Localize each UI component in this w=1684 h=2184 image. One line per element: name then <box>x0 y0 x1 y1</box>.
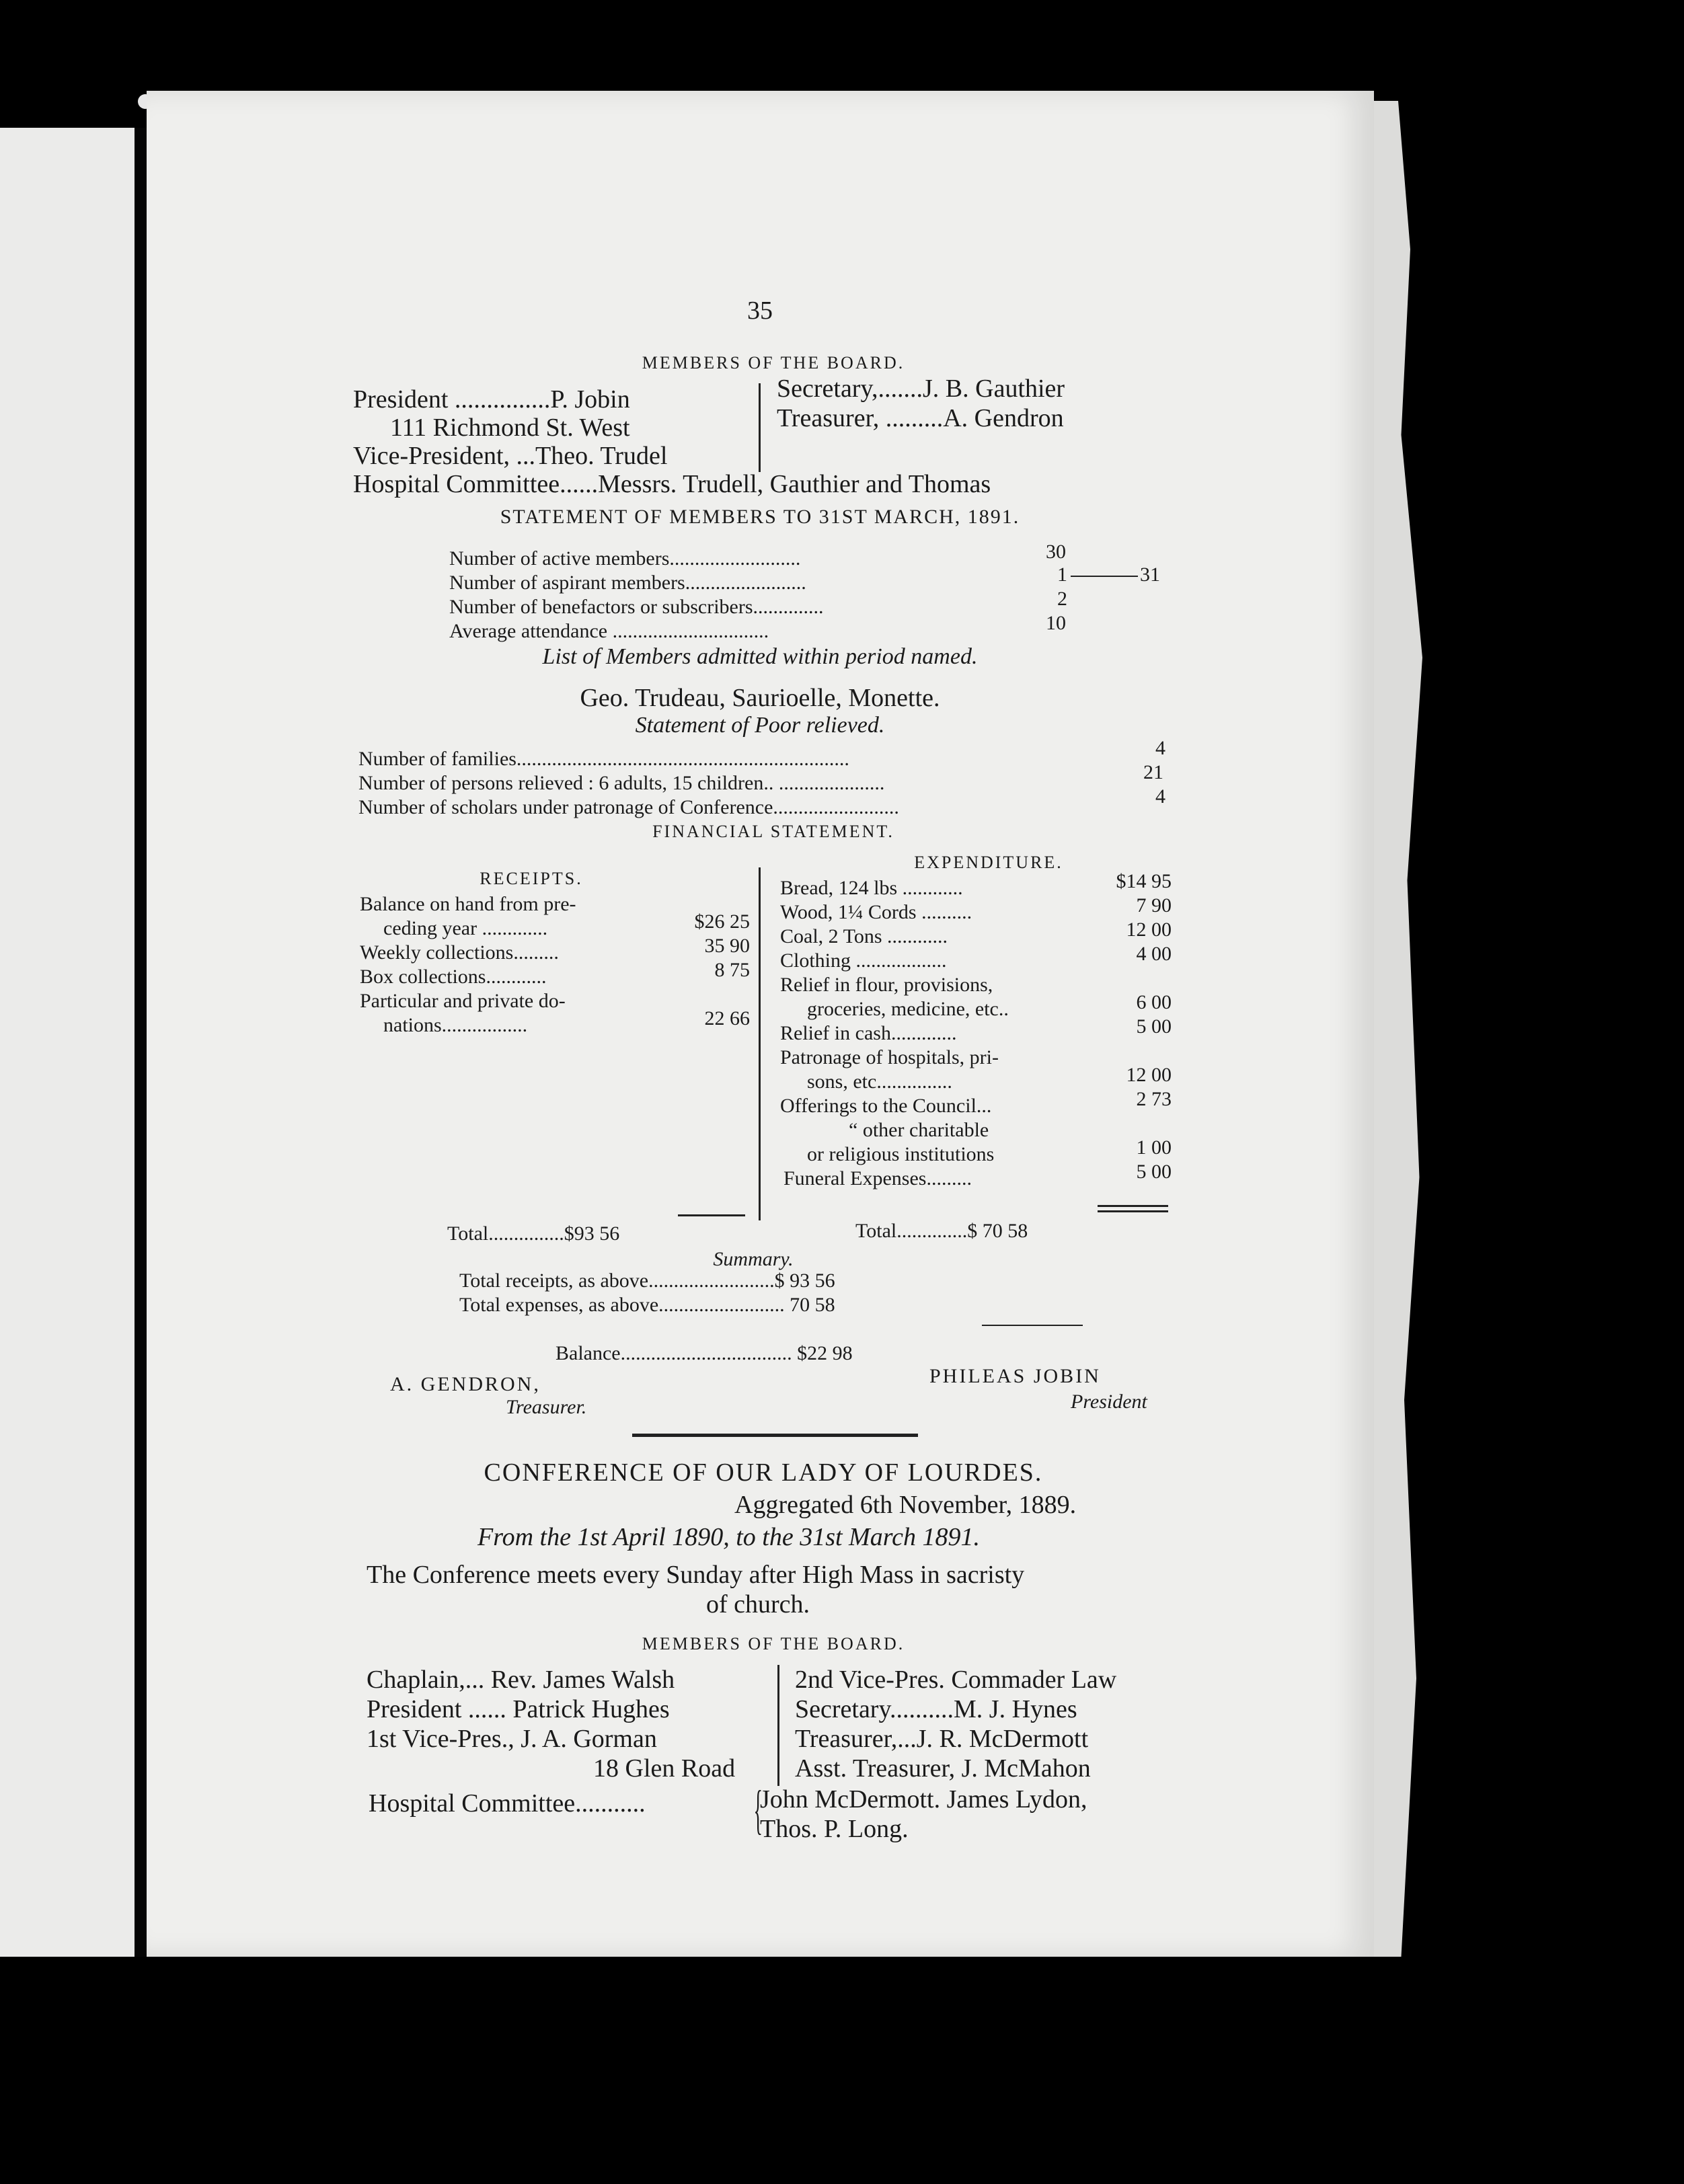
receipt-label: nations................. <box>383 1014 528 1036</box>
lourdes-secretary: Secretary..........M. J. Hynes <box>795 1695 1077 1723</box>
members-sum-line <box>1071 576 1138 577</box>
receipt-value: 8 75 <box>714 959 750 981</box>
receipts-total-rule <box>678 1214 745 1216</box>
receipt-label: Box collections............ <box>360 966 547 988</box>
board-hospital-committee: Hospital Committee......Messrs. Trudell, Gauthier and Thomas <box>353 470 991 498</box>
poor-heading: Statement of Poor relieved. <box>635 713 885 738</box>
receipt-label: ceding year ............. <box>383 917 548 939</box>
poor-row-persons: Number of persons relieved : 6 adults, 15 children.. ..................... <box>358 772 885 794</box>
expenditure-label: Wood, 1¼ Cords .......... <box>780 901 972 923</box>
expenditure-total-rule <box>1098 1205 1168 1207</box>
members-statement-heading: STATEMENT OF MEMBERS TO 31ST MARCH, 1891. <box>500 506 1020 528</box>
lourdes-chaplain: Chaplain,... Rev. James Walsh <box>367 1666 675 1694</box>
summary-receipts: Total receipts, as above.........................$ 93 56 <box>459 1270 835 1292</box>
expenditure-label: sons, etc............... <box>807 1070 952 1093</box>
receipt-value: $26 25 <box>694 910 750 933</box>
expenditure-heading: EXPENDITURE. <box>914 853 1063 872</box>
lourdes-board-divider <box>777 1665 779 1786</box>
members-admitted-names: Geo. Trudeau, Saurioelle, Monette. <box>580 684 940 712</box>
summary-heading: Summary. <box>713 1248 794 1270</box>
expenditure-value: 1 00 <box>1136 1136 1172 1159</box>
lourdes-treasurer: Treasurer,...J. R. McDermott <box>795 1725 1089 1753</box>
expenditure-value: 5 00 <box>1136 1161 1172 1183</box>
poor-row-families: Number of families.................................................................. <box>358 748 849 770</box>
board-vice-president: Vice-President, ...Theo. Trudel <box>353 442 668 470</box>
expenditure-label: groceries, medicine, etc.. <box>807 998 1009 1020</box>
lourdes-assistant-treasurer: Asst. Treasurer, J. McMahon <box>795 1754 1091 1783</box>
receipt-value: 35 90 <box>704 935 750 957</box>
lourdes-first-vice-president: 1st Vice-Pres., J. A. Gorman <box>367 1725 657 1753</box>
expenditure-total-rule-double <box>1098 1210 1168 1212</box>
poor-value-persons: 21 <box>1143 761 1163 783</box>
page-number: 35 <box>747 297 773 325</box>
treasurer-signature: A. GENDRON, <box>390 1373 541 1395</box>
expenditure-label: Clothing .................. <box>780 949 947 972</box>
expenditure-total: Total..............$ 70 58 <box>855 1220 1028 1242</box>
summary-expenses: Total expenses, as above......................... 70 58 <box>459 1294 835 1316</box>
lourdes-meets-line2: of church. <box>706 1590 810 1618</box>
president-signature: PHILEAS JOBIN <box>929 1365 1101 1387</box>
lourdes-hospital-line1: John McDermott. James Lydon, <box>760 1785 1087 1814</box>
expenditure-value: 7 90 <box>1136 894 1172 916</box>
receipts-heading: RECEIPTS. <box>480 869 583 888</box>
expenditure-value: 12 00 <box>1126 919 1172 941</box>
page-edge <box>1374 101 1434 1957</box>
lourdes-period: From the 1st April 1890, to the 31st March 1891. <box>477 1523 980 1551</box>
expenditure-label: Patronage of hospitals, pri- <box>780 1046 999 1068</box>
expenditure-label: Coal, 2 Tons ............ <box>780 925 948 947</box>
expenditure-value: 6 00 <box>1136 991 1172 1013</box>
president-title: President <box>1071 1391 1147 1413</box>
receipt-label: Particular and private do- <box>360 990 566 1012</box>
expenditure-label: or religious institutions <box>807 1143 995 1165</box>
expenditure-label: Relief in flour, provisions, <box>780 974 993 996</box>
poor-value-families: 4 <box>1155 737 1165 759</box>
receipt-label: Balance on hand from pre- <box>360 893 576 915</box>
receipts-total: Total...............$93 56 <box>447 1222 620 1245</box>
summary-balance: Balance.................................. $22 98 <box>556 1342 853 1364</box>
lourdes-aggregated: Aggregated 6th November, 1889. <box>734 1491 1077 1519</box>
members-sum: 31 <box>1140 563 1160 586</box>
lourdes-hospital-label: Hospital Committee........... <box>369 1789 646 1818</box>
financial-divider <box>759 867 761 1220</box>
financial-heading: FINANCIAL STATEMENT. <box>652 822 894 841</box>
expenditure-value: $14 95 <box>1116 870 1172 892</box>
members-row-active: Number of active members.......................... <box>449 547 801 570</box>
members-row-benefactors: Number of benefactors or subscribers.............. <box>449 596 824 618</box>
lourdes-address: 18 Glen Road <box>593 1754 736 1783</box>
receipt-value: 22 66 <box>704 1007 750 1029</box>
board-divider <box>759 383 761 472</box>
section-divider <box>632 1434 918 1437</box>
board-president: President ...............P. Jobin <box>353 385 630 414</box>
members-value-attendance: 10 <box>1046 612 1066 634</box>
lourdes-hospital-line2: Thos. P. Long. <box>760 1815 909 1843</box>
expenditure-label: Funeral Expenses......... <box>783 1167 972 1190</box>
members-value-aspirant: 1 <box>1057 563 1067 586</box>
expenditure-label: Relief in cash............. <box>780 1022 957 1044</box>
members-value-active: 30 <box>1046 541 1066 563</box>
treasurer-title: Treasurer. <box>506 1396 587 1418</box>
expenditure-value: 4 00 <box>1136 943 1172 965</box>
book-spine <box>135 128 147 1957</box>
board-heading: MEMBERS OF THE BOARD. <box>642 353 905 373</box>
board-address: 111 Richmond St. West <box>390 414 630 442</box>
expenditure-value: 5 00 <box>1136 1015 1172 1038</box>
poor-row-scholars: Number of scholars under patronage of Conference......................... <box>358 796 899 818</box>
members-value-benefactors: 2 <box>1057 588 1067 610</box>
poor-value-scholars: 4 <box>1155 785 1165 808</box>
lourdes-president: President ...... Patrick Hughes <box>367 1695 670 1723</box>
lourdes-hospital-brace: { <box>753 1781 763 1840</box>
members-row-aspirant: Number of aspirant members........................ <box>449 572 806 594</box>
lourdes-second-vice-president: 2nd Vice-Pres. Commader Law <box>795 1666 1117 1694</box>
members-row-attendance: Average attendance ............................... <box>449 620 769 642</box>
members-list-heading: List of Members admitted within period named. <box>542 644 978 669</box>
expenditure-label: Bread, 124 lbs ............ <box>780 877 963 899</box>
expenditure-value: 12 00 <box>1126 1064 1172 1086</box>
lourdes-meets-line1: The Conference meets every Sunday after High Mass in sacristy <box>367 1561 1025 1589</box>
expenditure-value: 2 73 <box>1136 1088 1172 1110</box>
board-secretary: Secretary,.......J. B. Gauthier <box>777 375 1065 403</box>
receipt-label: Weekly collections......... <box>360 941 559 964</box>
expenditure-label: Offerings to the Council... <box>780 1095 992 1117</box>
board-treasurer: Treasurer, .........A. Gendron <box>777 404 1064 432</box>
lourdes-board-heading: MEMBERS OF THE BOARD. <box>642 1634 905 1653</box>
expenditure-label: “ other charitable <box>849 1119 989 1141</box>
facing-page <box>0 128 135 1957</box>
summary-rule <box>982 1325 1083 1326</box>
lourdes-title: CONFERENCE OF OUR LADY OF LOURDES. <box>484 1458 1043 1487</box>
